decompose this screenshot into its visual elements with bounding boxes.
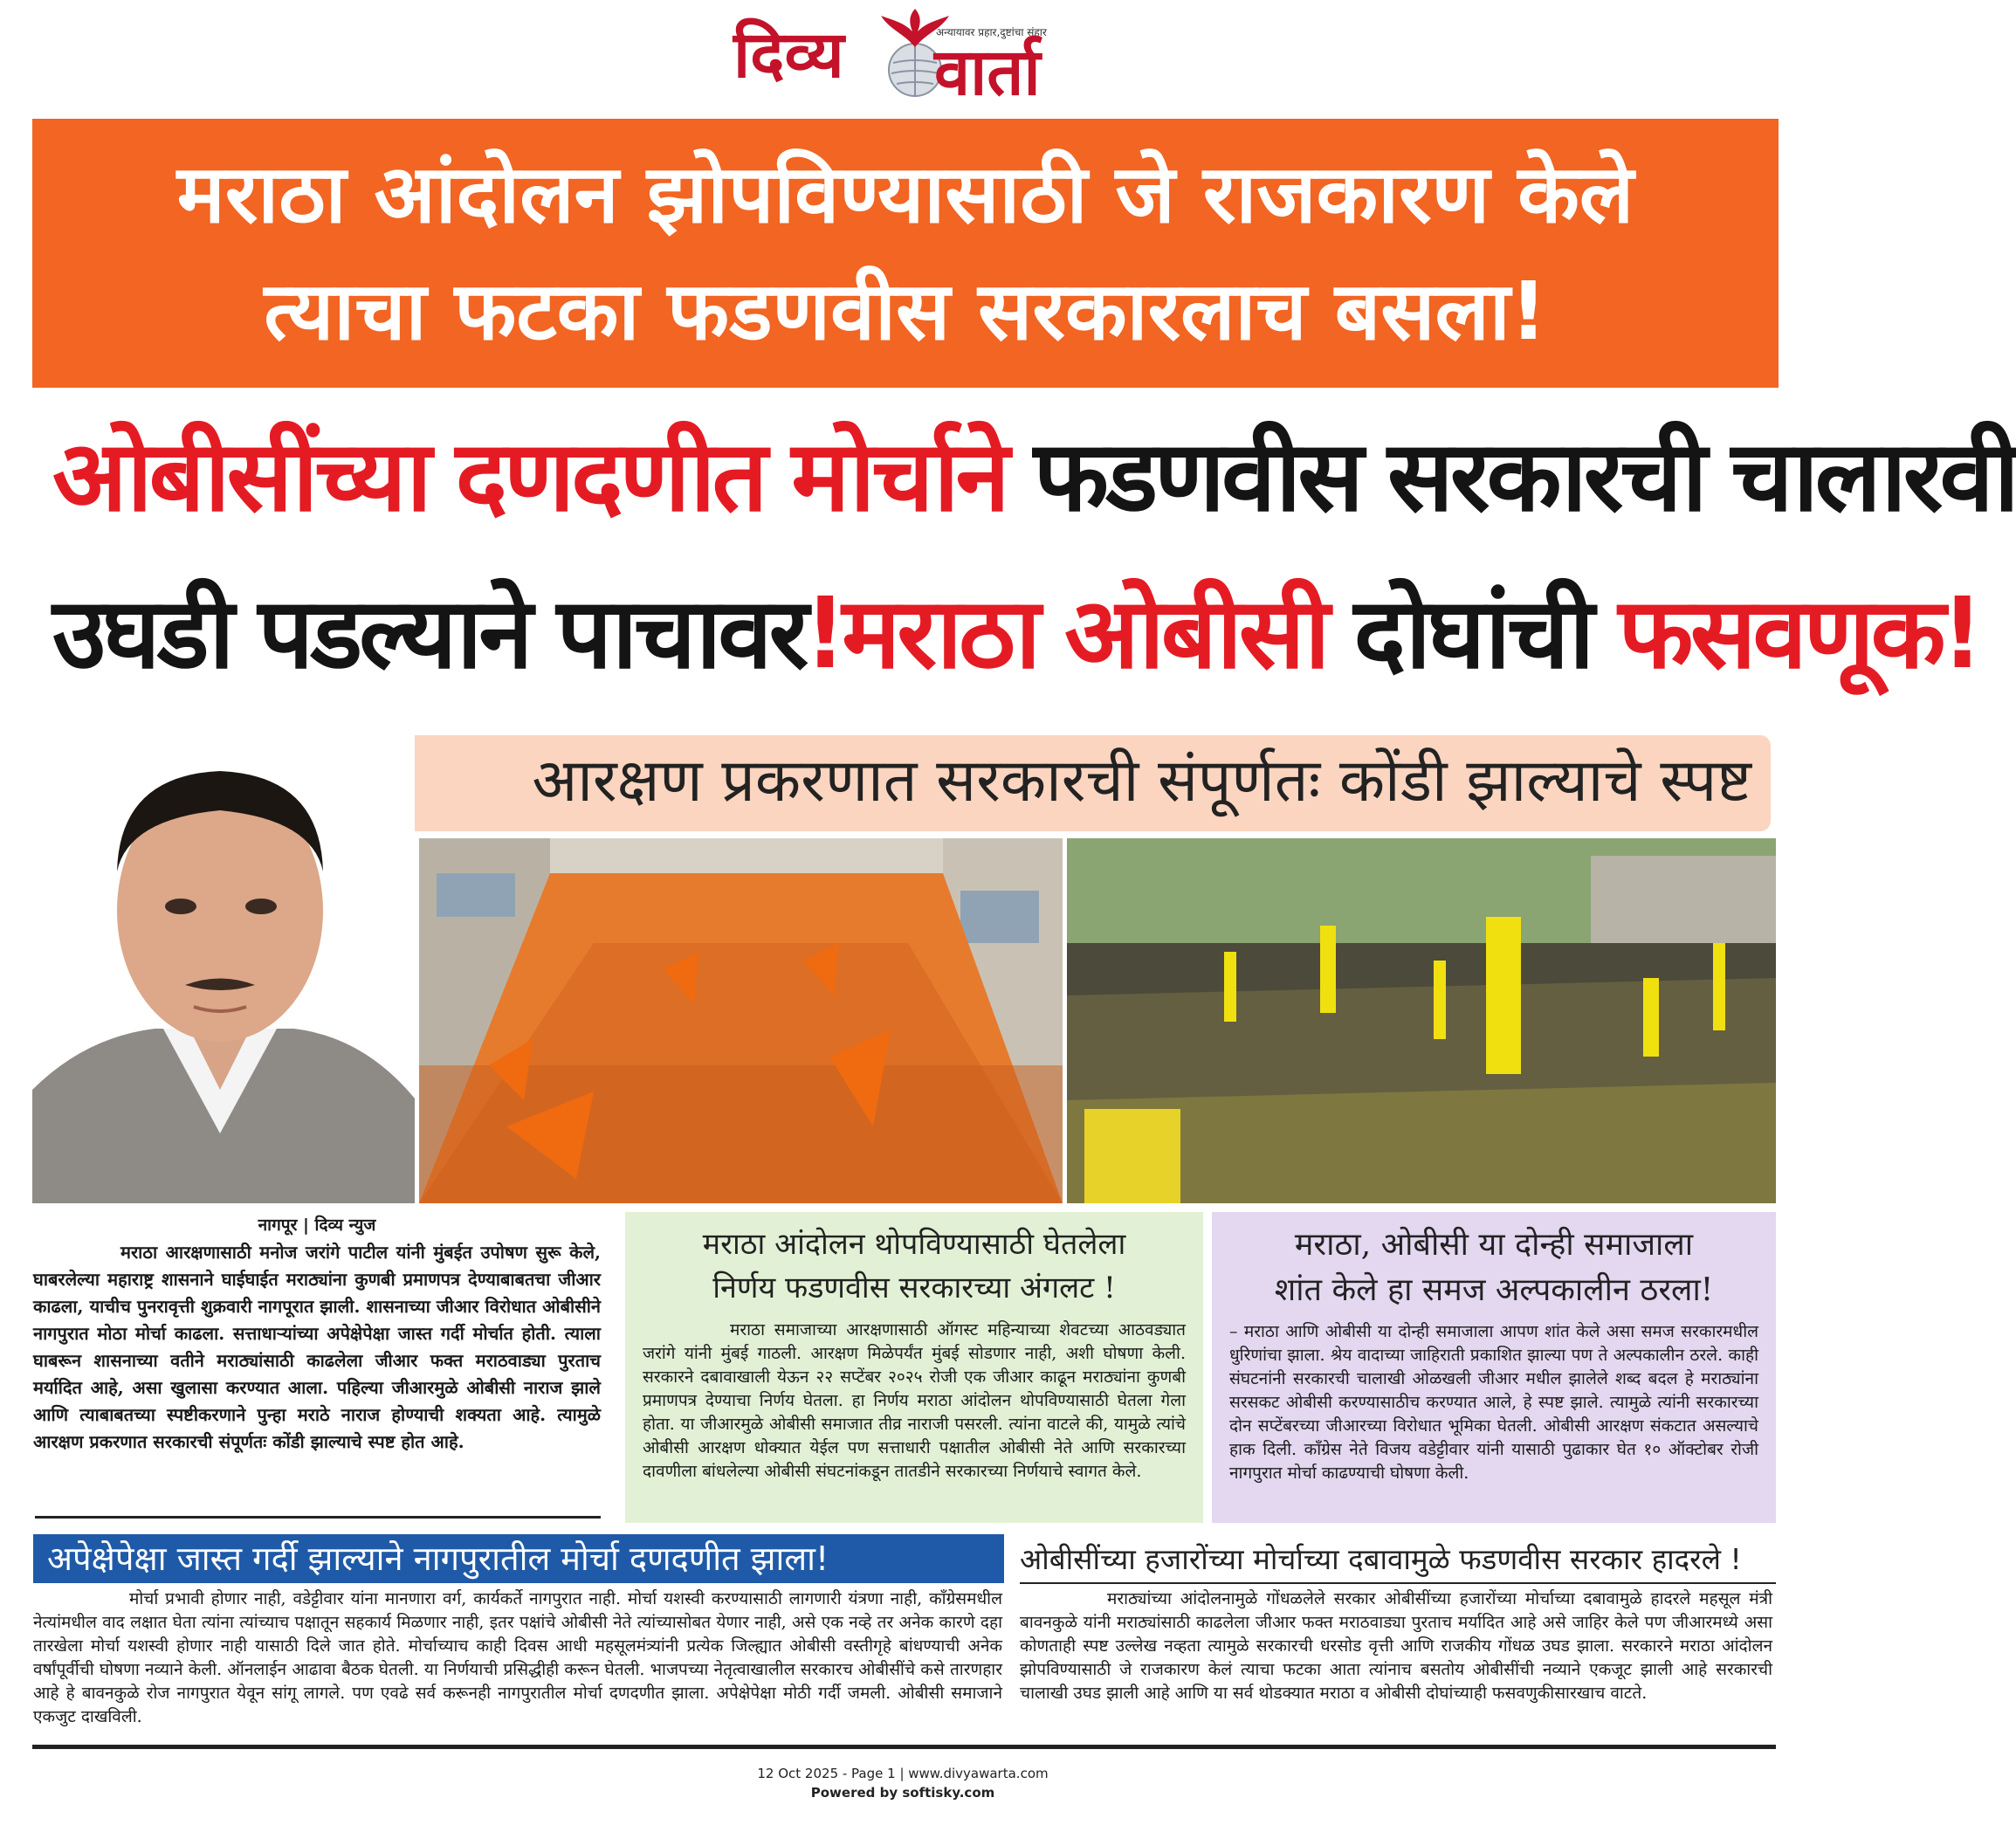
- headline-line-1: [52, 416, 2016, 538]
- banner-line-2: त्याचा फटका फडणवीस सरकारलाच बसला!: [264, 265, 1547, 358]
- headline-red-segment: !मराठा ओबीसी: [805, 577, 1327, 691]
- article-body: मराठा आरक्षणासाठी मनोज जरांगे पाटील यांनी मुंबईत उपोषण सुरू केले, घाबरलेल्या महाराष्ट्र शासनाने घाईघाईत मराठ्यांना कुणबी प्रमाणपत्र देण्याबाबतचा जीआर काढला, याचीच पुनरावृत्ती शुक्रवारी नागपूरात झाली. शासनाच्या जीआर विरोधात ओबीसीने नागपुरात मोठा मोर्चा काढला. सत्ताधाऱ्यांच्या अपेक्षेपेक्षा जास्त गर्दी मोर्चात होती. त्याला घाबरून शासनाच्या वतीने मराठ्यांसाठी काढलेला जीआर फक्त मराठवाड्या पुरताच मर्यादित आहे, असा खुलासा करण्यात आला. पहिल्या जीआरमुळे ओबीसी नाराज झाले आणि त्याबाबतच्या स्पष्टीकरणाने पुन्हा मराठे नाराज होण्याची शक्यता आहे. त्यामुळे आरक्षण प्रकरणात सरकारची संपूर्णतः कोंडी झाल्याचे स्पष्ट होत आहे.: [33, 1242, 601, 1452]
- masthead-tagline: अन्यायावर प्रहार,दुष्टांचा संहार: [936, 26, 1047, 38]
- article-nagpur: [33, 1214, 601, 1456]
- article-nagpur-rally: [33, 1588, 1002, 1729]
- heading-line: मराठा, ओबीसी या दोन्ही समाजाला: [1294, 1227, 1694, 1263]
- section-heading: [625, 1212, 1203, 1310]
- politician-portrait: [32, 723, 415, 1203]
- article-decision-backfired: [625, 1212, 1203, 1523]
- section-heading-bar: [33, 1534, 1004, 1583]
- masthead-title-part1: दिव्य: [733, 17, 844, 93]
- dateline: नागपूर | दिव्य न्युज: [258, 1216, 376, 1235]
- maratha-rally-photo: [419, 838, 1063, 1203]
- headline-black-segment: फडणवीस सरकारची चालारवी: [1033, 420, 2016, 534]
- headline-red-segment: फसवणूक!: [1618, 577, 1979, 691]
- headline-red-segment: ओबीसींच्या दणदणीत मोर्चाने: [52, 420, 1007, 534]
- page-divider: [32, 1745, 1776, 1749]
- page-footer: [0, 1764, 1806, 1802]
- masthead: [664, 0, 1152, 112]
- obc-rally-photo: [1067, 838, 1776, 1203]
- headline-black-segment: दोघांची: [1353, 577, 1592, 691]
- masthead-title-part2: वार्ता: [934, 35, 1041, 110]
- section-heading: ओबीसींच्या हजारोंच्या मोर्चाच्या दबावामुळे फडणवीस सरकार हादरले !: [1020, 1542, 1742, 1576]
- banner-line-1: मराठा आंदोलन झोपविण्यासाठी जे राजकारण केले: [176, 148, 1634, 241]
- article-government-shaken: [1020, 1588, 1772, 1705]
- footer-powered-by: Powered by softisky.com: [810, 1785, 995, 1801]
- footer-date-page: 12 Oct 2025 - Page 1 | www.divyawarta.com: [757, 1766, 1049, 1781]
- top-banner: [32, 119, 1779, 388]
- section-heading: [1212, 1212, 1776, 1313]
- article-body: मराठ्यांच्या आंदोलनामुळे गोंधळलेले सरकार ओबीसींच्या हजारोंच्या मोर्चाच्या दबावामुळे हादरले महसूल मंत्री बावनकुळे यांनी मराठ्यांसाठी काढलेला जीआर फक्त मराठवाड्या पुरताच मर्यादित आहे असे जाहिर केले पण जीआरमध्ये असा कोणताही स्पष्ट उल्लेख नव्हता त्यामुळे सरकारची धरसोड वृत्ती आणि राजकीय गोंधळ उघड झाला. सरकारने मराठा आंदोलन झोपविण्यासाठी जे राजकारण केलं त्याचा फटका आता त्यांनाच बसतोय ओबीसींची नव्याने एकजूट झाली आहे सरकारची चालाखी उघड झाली आहे आणि या सर्व थोडक्यात मराठा व ओबीसी दोघांच्याही फसवणुकीसारखाच वाटते.: [1020, 1589, 1772, 1703]
- article-body: मराठा समाजाच्या आरक्षणासाठी ऑगस्ट महिन्याच्या शेवटच्या आठवड्यात जरांगे यांनी मुंबई गाठली. आरक्षण मिळेपर्यंत मुंबई सोडणार नाही, अशी घोषणा केली. सरकारने दबावाखाली येऊन २२ सप्टेंबर २०२५ रोजी एक जीआर काढून मराठ्यांना कुणबी प्रमाणपत्र देण्याचा निर्णय घेतला. हा निर्णय मराठा आंदोलन थोपविण्यासाठी घेतला गेला होता. या जीआरमुळे ओबीसी समाजात तीव्र नाराजी पसरली. त्यांना वाटले की, यामुळे त्यांचे ओबीसी आरक्षण धोक्यात येईल पण सत्ताधारी पक्षातील ओबीसी नेते आणि सरकारच्या दावणीला बांधलेल्या ओबीसी संघटनांकडून तातडीने सरकारच्या निर्णयाचे स्वागत केले.: [643, 1320, 1186, 1481]
- divider: [35, 1516, 601, 1519]
- article-short-lived: [1212, 1212, 1776, 1523]
- subheading-box: [400, 735, 1771, 831]
- heading-line: निर्णय फडणवीस सरकारच्या अंगलट !: [712, 1271, 1116, 1305]
- article-body: मोर्चा प्रभावी होणार नाही, वडेट्टीवार यांना मानणारा वर्ग, कार्यकर्ते नागपुरात नाही. मोर्चा यशस्वी करण्यासाठी लागणारी यंत्रणा नाही, काँग्रेसमधील नेत्यांमधील वाद लक्षात घेता त्यांना त्यांच्याच पक्षातून सहकार्य मिळणार नाही, इतर पक्षांचे ओबीसी नेते त्यांच्यासोबत येणार नाही, असे एक नव्हे तर अनेक कारणे दहा तारखेला मोर्चा यशस्वी होणार नाही यासाठी दिले जात होते. मोर्चाच्याच काही दिवस आधी महसूलमंत्र्यांनी प्रत्येक जिल्ह्यात ओबीसी वस्तीगृहे बांधण्याची अनेक वर्षांपूर्वीची घोषणा नव्याने केली. ऑनलाईन आढावा बैठक घेतली. या निर्णयाची प्रसिद्धीही करून घेतली. भाजपच्या नेतृत्वाखालील सरकारच ओबीसींचे कसे तारणहार आहे हे बावनकुळे रोज नागपुरात येवून सांगू लागले. पण एवढे सर्व करूनही नागपुरातील मोर्चा दणदणीत झाला. अपेक्षेपेक्षा मोठी गर्दी जमली. ओबीसी समाजाने एकजुट दाखविली.: [33, 1589, 1002, 1726]
- heading-line: मराठा आंदोलन थोपविण्यासाठी घेतलेला: [702, 1227, 1126, 1262]
- heading-line: शांत केले हा समज अल्पकालीन ठरला!: [1274, 1272, 1714, 1308]
- headline-black-segment: उघडी पडल्याने पाचावर: [52, 577, 806, 691]
- article-body: – मराठा आणि ओबीसी या दोन्ही समाजाला आपण शांत केले असा समज सरकारमधील धुरिणांचा झाला. श्रेय वादाच्या जाहिराती प्रकाशित झाल्या पण ते अल्पकालीन ठरले. काही संघटनांनी सरकारची चालाखी ओळखली जीआर मधील झालेले शब्द बदल हे मराठ्यांना सरसकट ओबीसी करण्यासाठीच करण्यात आले, हे स्पष्ट झाले. त्यामुळे त्यांनी सरकारच्या दोन सप्टेंबरच्या जीआरच्या विरोधात भूमिका घेतली. ओबीसी आरक्षण संकटात असल्याचे हाक दिली. काँग्रेस नेते विजय वडेट्टीवार यांनी यासाठी पुढाकार घेत १० ऑक्टोबर रोजी नागपुरात मोर्चा काढण्याची घोषणा केली.: [1229, 1322, 1758, 1483]
- divider: [1020, 1582, 1776, 1584]
- headline-line-2: [52, 573, 1979, 695]
- section-heading: अपेक्षेपेक्षा जास्त गर्दी झाल्याने नागपुरातील मोर्चा दणदणीत झाला!: [47, 1539, 829, 1578]
- subheading-text: आरक्षण प्रकरणात सरकारची संपूर्णतः कोंडी झाल्याचे स्पष्ट: [532, 747, 1751, 816]
